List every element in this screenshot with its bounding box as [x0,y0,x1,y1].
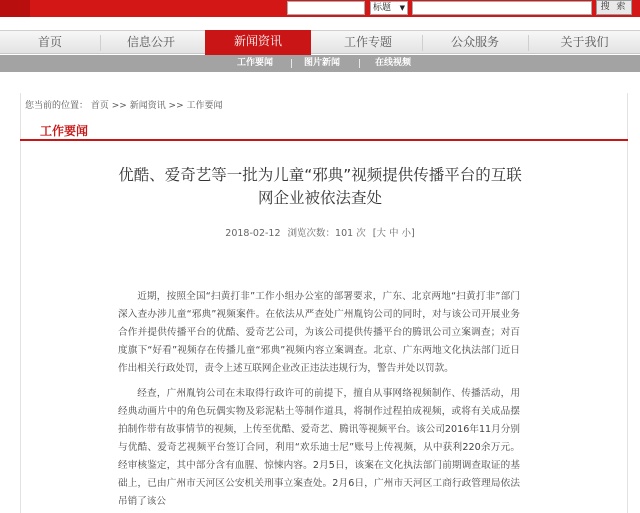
article-paragraph: 近期，按照全国“扫黄打非”工作小组办公室的部署要求，广东、北京两地“扫黄打非”部门深入查办涉儿童“邪典”视频案件。在依法从严查处广州胤钧公司的同时，对与该公司开展业务合作并提供传播平台的优酷、爱奇艺公司，为该公司提供传播平台的腾讯公司立案调查；对百度旗下“好看”视频存在传播儿童“邪典”视频内容立案调查。北京、广东两地文化执法部门近日作出相关行政处罚，责令上述互联网企业改正违法违规行为，警告并处以罚款。 [118,291,520,374]
breadcrumb-path[interactable]: 首页 >> 新闻资讯 >> 工作要闻 [90,101,223,111]
main-nav [0,30,640,54]
article-paragraph: 经查，广州胤钧公司在未取得行政许可的前提下，擅自从事网络视频制作、传播活动，用经典动画片中的角色玩偶实物及彩泥粘土等制作道具，将制作过程拍成视频，或将有关成品摆拍制作带有故事情节的视频，上传至优酷、爱奇艺、腾讯等视频平台。该公司2016年11月分别与优酷、爱奇艺视频平台签订合同，利用“欢乐迪士尼”账号上传视频，从中获利220余万元。经审核鉴定，其中部分含有血腥、惊悚内容。2月5日，该案在文化执法部门前期调查取证的基础上，已由广州市天河区公安机关刑事立案查处。2月6日，广州市天河区工商行政管理局依法吊销了该公 [118,388,520,507]
nav-item-news[interactable]: 新闻资讯 [205,30,311,56]
search-field-select[interactable] [370,1,408,15]
article-views: 浏览次数：101 次 [287,228,366,239]
section-title: 工作要闻 [40,124,89,138]
sub-nav [0,55,640,72]
subnav-item-online-video[interactable]: 在线视频 [375,58,412,68]
subnav-divider [359,59,360,68]
search-input[interactable] [412,1,592,15]
nav-item-home[interactable]: 首页 [37,35,62,49]
nav-item-info[interactable]: 信息公开 [126,35,175,49]
top-banner [0,0,640,17]
search-aux-input[interactable] [287,1,365,15]
breadcrumb [25,98,223,111]
chevron-down-icon: ▼ [399,4,405,12]
nav-item-topics[interactable]: 工作专题 [343,35,392,49]
article-title [90,164,550,210]
article-date: 2018-02-12 [225,228,281,239]
search-select-value: 标题 [373,3,392,13]
article-meta [0,225,640,239]
article-title-line1: 优酷、爱奇艺等一批为儿童“邪典”视频提供传播平台的互联 [118,166,522,184]
site-logo[interactable] [0,0,30,17]
nav-item-services[interactable]: 公众服务 [450,35,499,49]
breadcrumb-prefix: 您当前的位置： [25,101,89,111]
section-header [20,119,628,141]
article-title-line2: 网企业被依法查处 [257,189,382,207]
subnav-item-work-news[interactable]: 工作要闻 [237,58,274,68]
article-body [118,288,520,511]
subnav-item-photo-news[interactable]: 图片新闻 [304,58,341,68]
font-size-switcher[interactable]: [大 中 小] [372,228,415,239]
nav-item-about[interactable]: 关于我们 [560,35,609,49]
search-button[interactable]: 搜 索 [596,0,632,15]
subnav-divider [291,59,292,68]
